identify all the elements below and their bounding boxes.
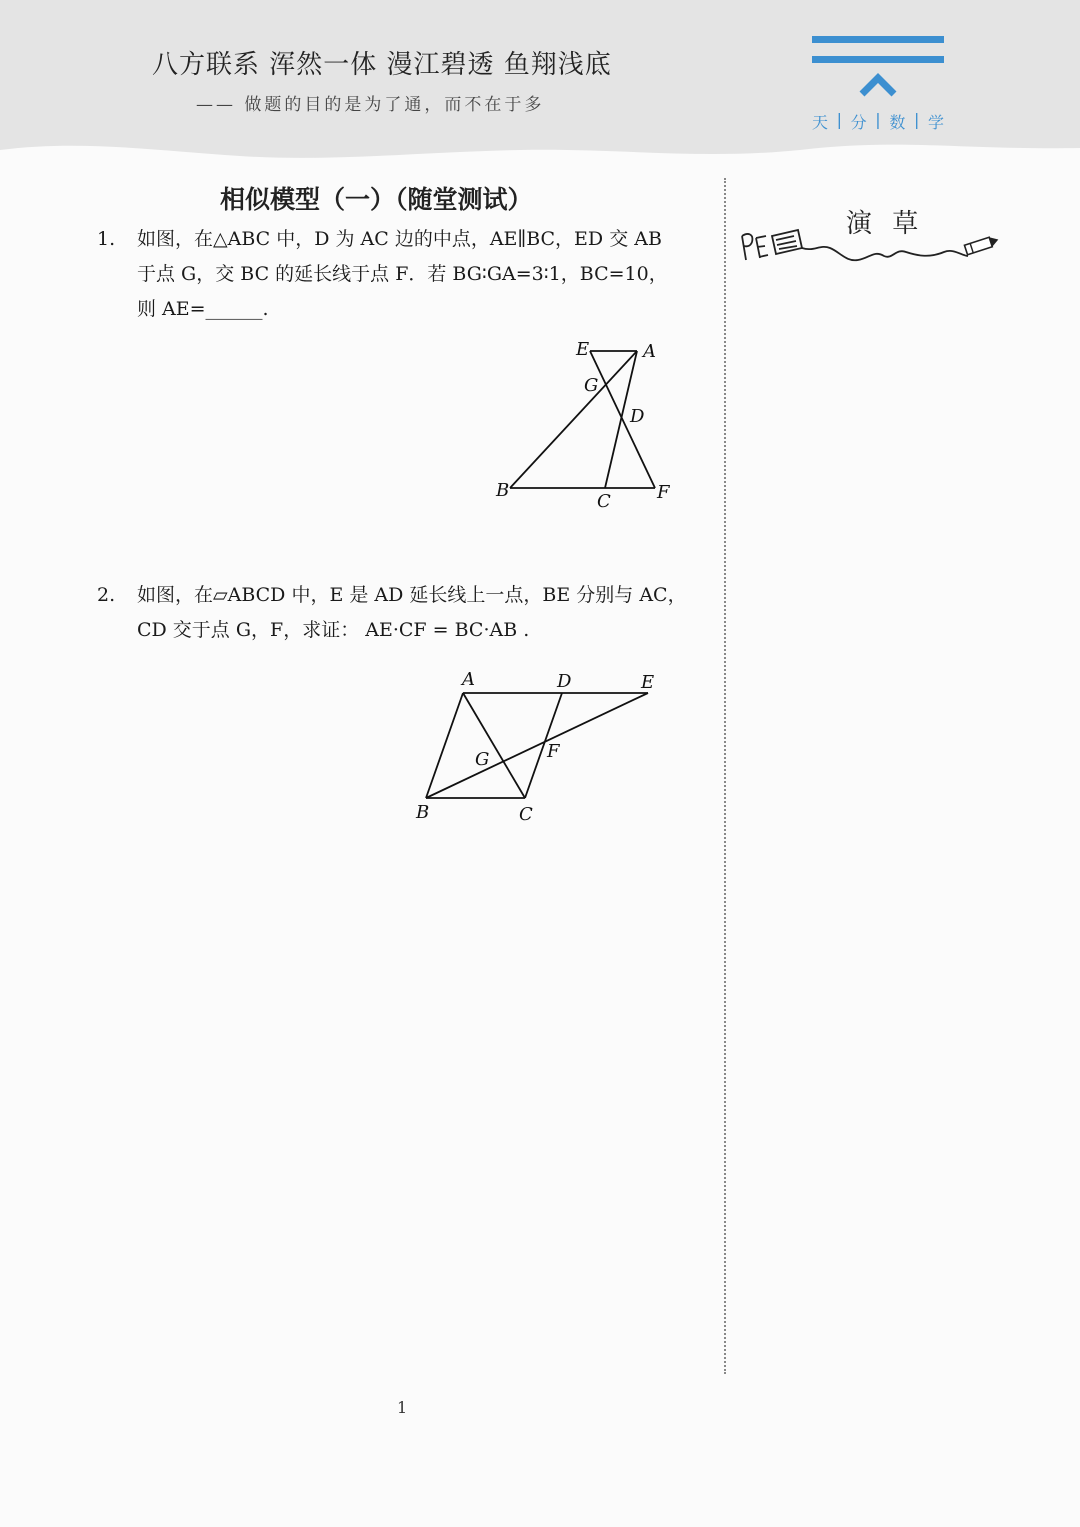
point-label-g: G [584,375,599,396]
column-divider [724,178,726,1374]
segment-ba [510,351,637,488]
point-label-b: B [416,802,430,823]
question-text-line: 如图，在▱ABCD 中，E 是 AD 延长线上一点，BE 分别与 AC， [137,584,687,606]
point-label-e: E [641,672,655,693]
point-label-g: G [475,749,490,770]
brand-char: 数 [889,113,906,132]
question-2 [97,578,717,658]
figure-2-parallelogram [405,665,675,830]
page-header [0,0,1080,175]
segment-be [426,693,648,798]
point-label-f: F [547,741,560,762]
question-number: 2. [97,584,116,606]
brand-name [812,110,944,133]
point-label-e: E [576,339,590,360]
question-text-line: 则 AE=______. [137,298,269,320]
point-label-d: D [557,671,572,692]
question-1 [97,222,717,332]
point-label-c: C [519,804,533,825]
point-label-f: F [657,482,670,503]
page-title: 相似模型（一）（随堂测试） [220,185,533,214]
brand-char: 分 [850,113,867,132]
point-label-a: A [643,341,656,362]
point-label-a: A [462,669,475,690]
figure-1-triangle [480,330,690,520]
question-text-line: 于点 G，交 BC 的延长线于点 F．若 BG∶GA=3∶1，BC=10， [137,263,668,285]
brand-char: 天 [812,113,829,132]
header-motto: 八方联系 浑然一体 漫江碧透 鱼翔浅底 [152,50,612,80]
draft-decoration-pencil-icon [734,222,999,272]
header-subline: —— 做题的目的是为了通，而不在于多 [196,95,545,115]
point-label-b: B [496,480,510,501]
brand-char: 学 [927,113,944,132]
segment-ac [463,693,525,798]
brand-separator: | [913,110,920,129]
question-text-line: CD 交于点 G，F，求证： AE·CF = BC·AB . [137,619,530,641]
brand-separator: | [836,110,843,129]
segment-ef [590,351,655,488]
point-label-c: C [597,491,611,512]
page-number: 1 [397,1398,408,1417]
question-text-line: 如图，在△ABC 中，D 为 AC 边的中点，AE∥BC，ED 交 AB [137,228,662,250]
point-label-d: D [630,406,645,427]
brand-separator: | [875,110,881,129]
question-number: 1. [97,228,116,250]
draft-area-label: 演 草 [846,209,925,239]
